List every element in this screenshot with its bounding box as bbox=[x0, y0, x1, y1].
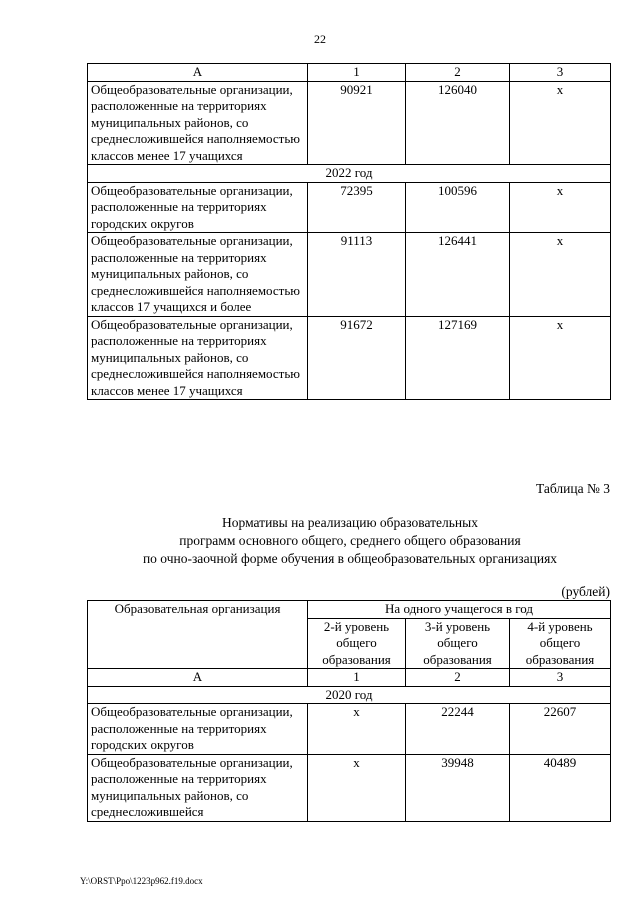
value-cell: х bbox=[510, 316, 611, 400]
header-cell: 1 bbox=[308, 64, 406, 82]
value-cell: 22244 bbox=[406, 704, 510, 755]
table-caption: Таблица № 3 bbox=[536, 481, 610, 496]
index-cell: 2 bbox=[406, 669, 510, 687]
year-row bbox=[88, 686, 611, 704]
value-cell: х bbox=[510, 182, 611, 233]
table-row bbox=[88, 704, 611, 755]
value-cell: х bbox=[308, 704, 406, 755]
level-header-cell: 3-й уровень общего образования bbox=[406, 618, 510, 669]
value-cell: 72395 bbox=[308, 182, 406, 233]
table-row bbox=[88, 182, 611, 233]
org-cell: Общеобразовательные организации, расположенные на территориях муниципальных районов, со среднесложившейся наполняемостью классов менее 17 учащихся bbox=[88, 316, 308, 400]
value-cell: 22607 bbox=[510, 704, 611, 755]
value-cell: 91113 bbox=[308, 233, 406, 317]
org-cell: Общеобразовательные организации, расположенные на территориях городских округов bbox=[88, 704, 308, 755]
header-cell: 2 bbox=[406, 64, 510, 82]
value-cell: 91672 bbox=[308, 316, 406, 400]
header-per-student-cell: На одного учащегося в год bbox=[308, 601, 611, 619]
year-cell: 2022 год bbox=[88, 165, 611, 183]
table-row bbox=[88, 81, 611, 165]
level-header-cell: 2-й уровень общего образования bbox=[308, 618, 406, 669]
org-cell: Общеобразовательные организации, расположенные на территориях городских округов bbox=[88, 182, 308, 233]
header-org-cell: Образовательная организация bbox=[88, 601, 308, 669]
value-cell: 39948 bbox=[406, 754, 510, 821]
value-cell: х bbox=[510, 81, 611, 165]
index-cell: А bbox=[88, 669, 308, 687]
index-cell: 1 bbox=[308, 669, 406, 687]
footer-file-path: Y:\ORST\Ppo\1223p962.f19.docx bbox=[80, 876, 203, 886]
normatives-table-3 bbox=[87, 600, 611, 822]
org-cell: Общеобразовательные организации, расположенные на территориях муниципальных районов, со среднесложившейся наполняемостью классов 17 учащихся и более bbox=[88, 233, 308, 317]
units-label: (рублей) bbox=[561, 584, 610, 599]
table-row bbox=[88, 316, 611, 400]
header-cell: А bbox=[88, 64, 308, 82]
value-cell: 40489 bbox=[510, 754, 611, 821]
table-row bbox=[88, 754, 611, 821]
index-row bbox=[88, 669, 611, 687]
org-cell: Общеобразовательные организации, расположенные на территориях муниципальных районов, со среднесложившейся наполняемостью классов менее 17 учащихся bbox=[88, 81, 308, 165]
page-number: 22 bbox=[314, 32, 326, 46]
value-cell: 100596 bbox=[406, 182, 510, 233]
table-header-row bbox=[88, 64, 611, 82]
year-row bbox=[88, 165, 611, 183]
index-cell: 3 bbox=[510, 669, 611, 687]
value-cell: х bbox=[308, 754, 406, 821]
title-line: программ основного общего, среднего общего образования bbox=[179, 533, 521, 548]
table-row bbox=[88, 233, 611, 317]
normatives-table-continued bbox=[87, 63, 611, 400]
level-header-cell: 4-й уровень общего образования bbox=[510, 618, 611, 669]
value-cell: 127169 bbox=[406, 316, 510, 400]
header-cell: 3 bbox=[510, 64, 611, 82]
section-title bbox=[60, 514, 640, 568]
title-line: Нормативы на реализацию образовательных bbox=[222, 515, 478, 530]
value-cell: 126040 bbox=[406, 81, 510, 165]
value-cell: х bbox=[510, 233, 611, 317]
year-cell: 2020 год bbox=[88, 686, 611, 704]
title-line: по очно-заочной форме обучения в общеобразовательных организациях bbox=[142, 551, 558, 566]
org-cell: Общеобразовательные организации, расположенные на территориях муниципальных районов, со среднесложившейся bbox=[88, 754, 308, 821]
value-cell: 126441 bbox=[406, 233, 510, 317]
value-cell: 90921 bbox=[308, 81, 406, 165]
table-header-row bbox=[88, 601, 611, 619]
